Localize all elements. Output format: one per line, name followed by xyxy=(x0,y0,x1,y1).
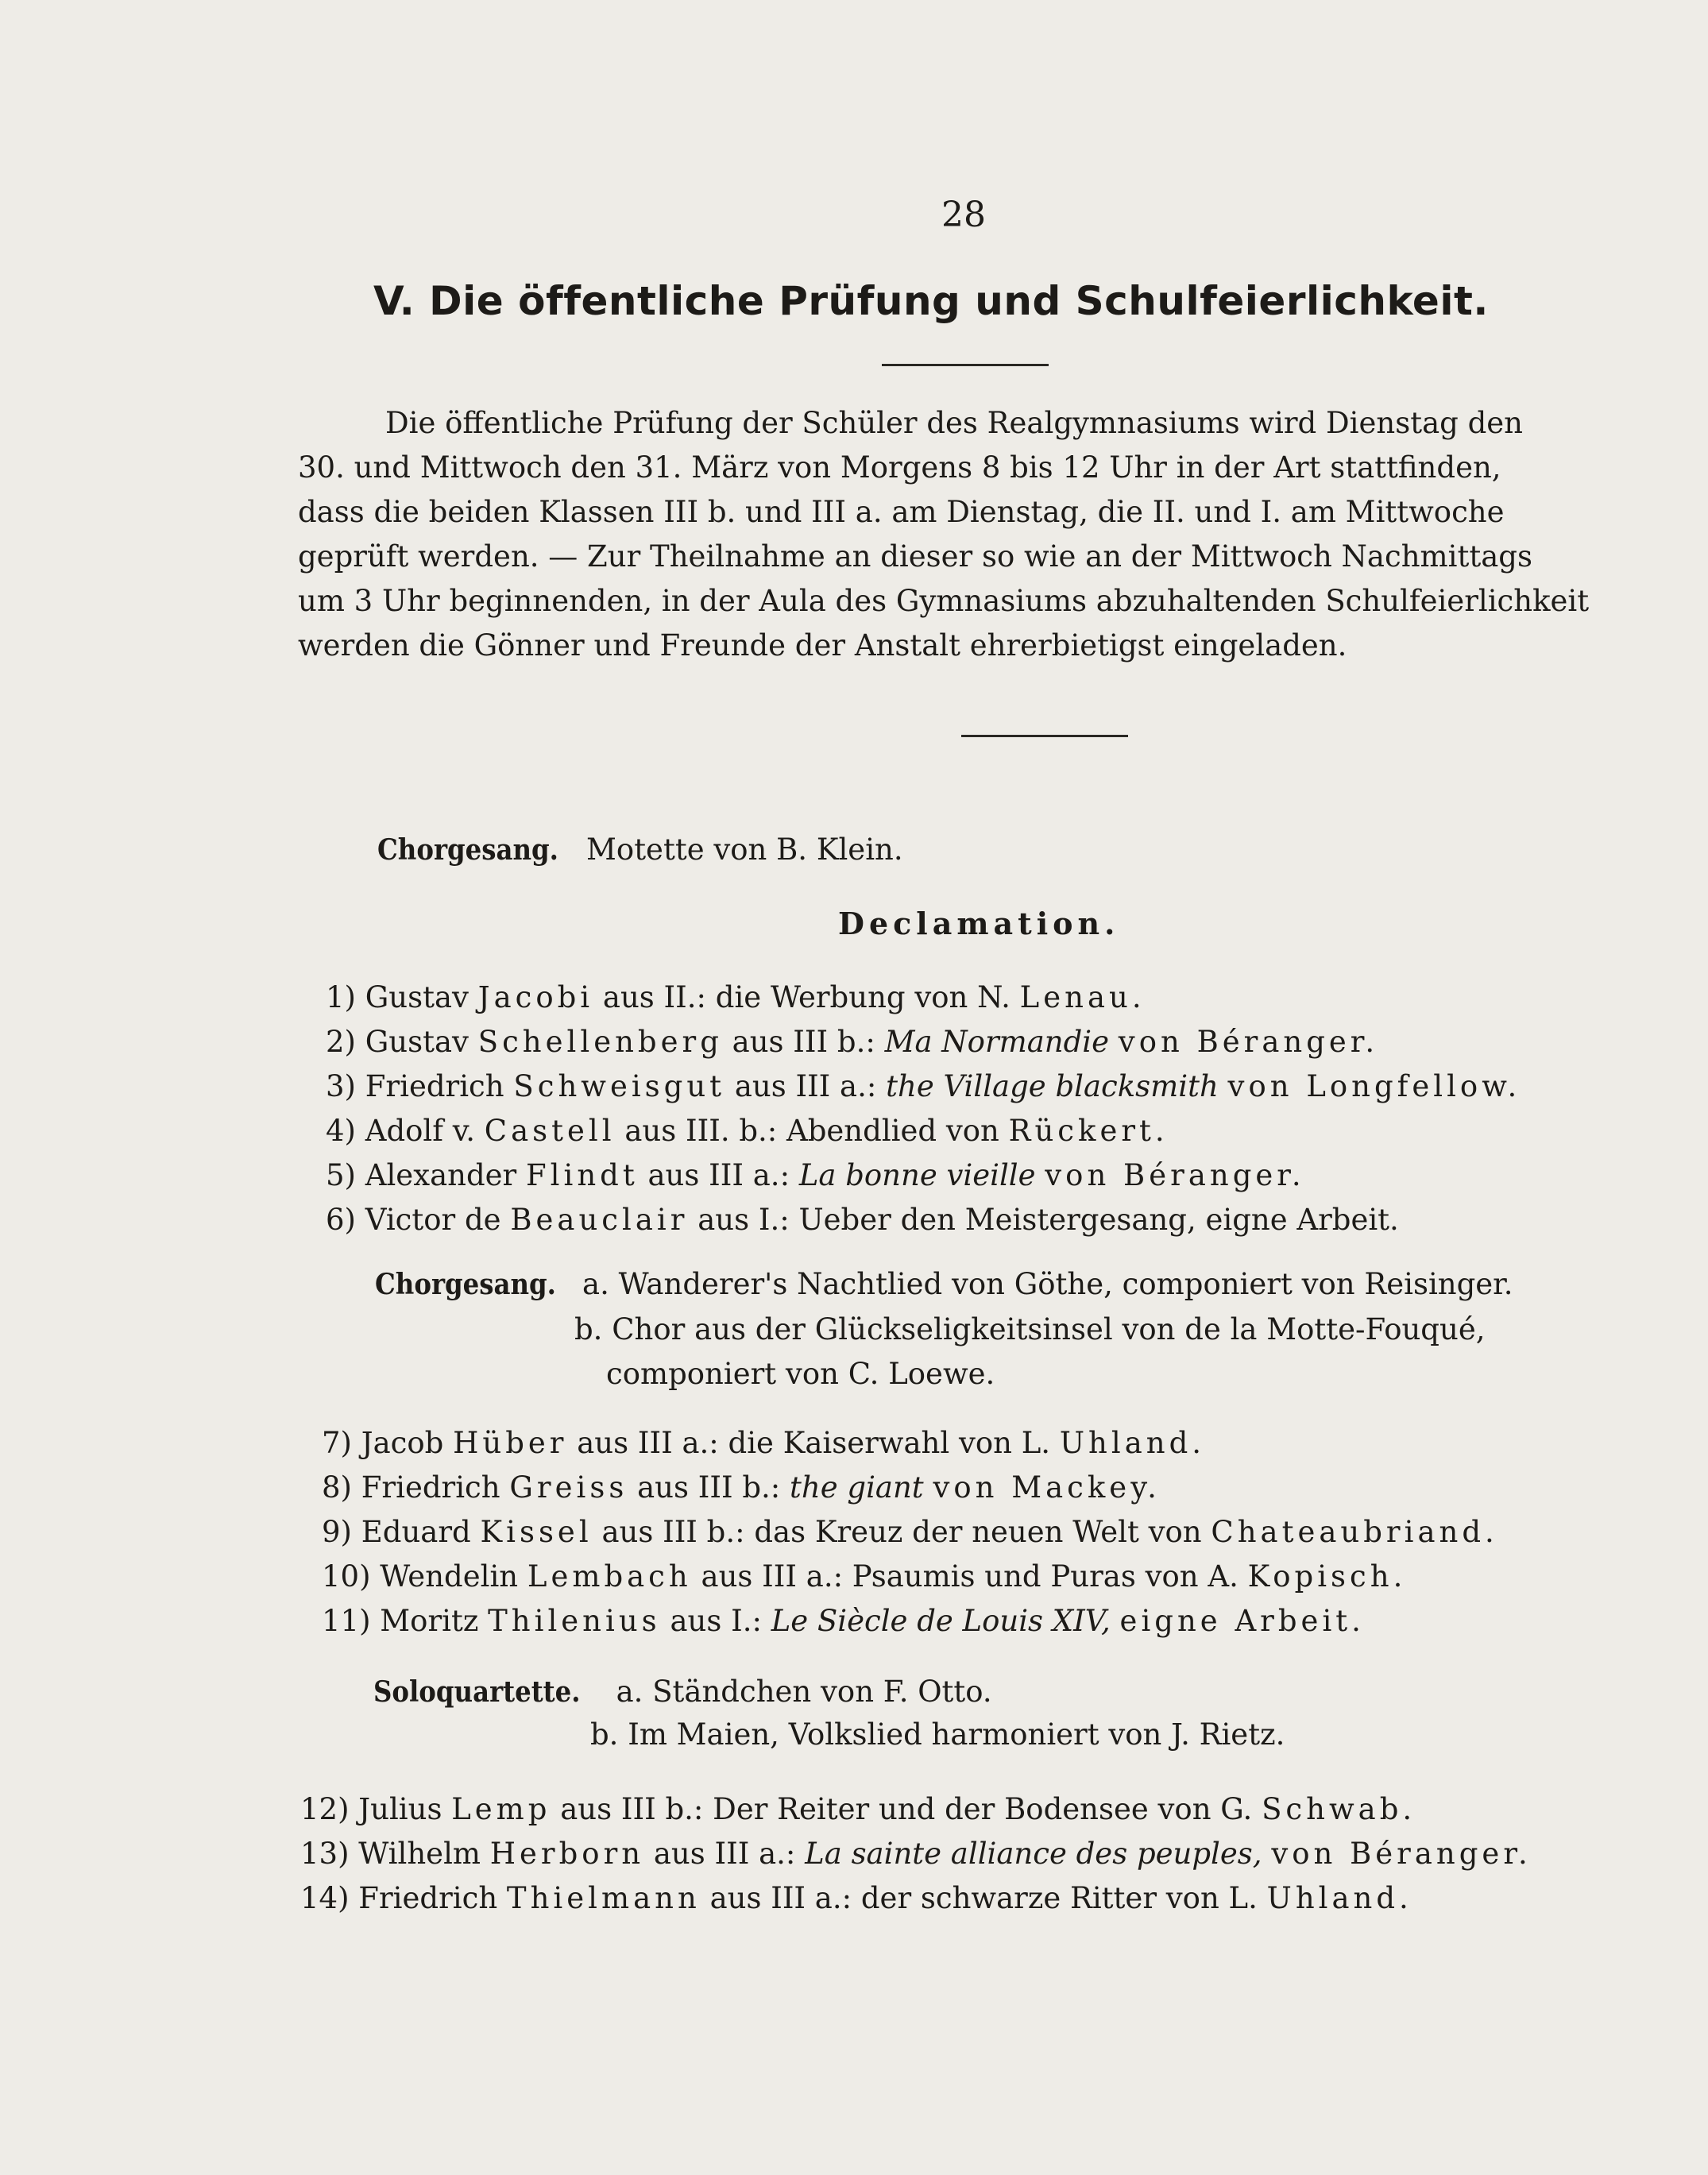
author-name: Lenau. xyxy=(1019,980,1146,1014)
performer-surname: Thielmann xyxy=(506,1881,701,1915)
work-title: La bonne vieille xyxy=(798,1158,1036,1192)
chorgesang-1 xyxy=(377,833,903,867)
item-number: 13) xyxy=(300,1837,350,1871)
performer-first-name: Moritz xyxy=(380,1604,479,1638)
declamation-item xyxy=(322,1470,1161,1505)
divider-top xyxy=(882,364,1049,366)
item-text: aus III a.: xyxy=(647,1158,790,1192)
performer-first-name: Wilhelm xyxy=(358,1837,481,1871)
declamation-item xyxy=(300,1881,1412,1915)
declamation-item xyxy=(326,1069,1521,1103)
work-title: Ma Normandie xyxy=(884,1025,1110,1059)
item-text: aus III a.: Psaumis und Puras von A. xyxy=(701,1559,1238,1594)
performer-surname: Beauclair xyxy=(510,1203,689,1237)
item-text: aus III a.: xyxy=(734,1069,877,1103)
performer-first-name: Eduard xyxy=(361,1515,471,1549)
performer-surname: Lemp xyxy=(451,1792,551,1826)
item-text: aus III a.: der schwarze Ritter von L. xyxy=(709,1881,1258,1915)
declamation-item xyxy=(322,1515,1498,1549)
item-number: 14) xyxy=(300,1881,350,1915)
item-text: aus III a.: xyxy=(653,1837,796,1871)
item-number: 1) xyxy=(326,980,356,1014)
chorgesang-line-a: a. Wanderer's Nachtlied von Göthe, componiert von Reisinger. xyxy=(582,1267,1513,1301)
performer-surname: Schweisgut xyxy=(513,1069,726,1103)
performer-first-name: Gustav xyxy=(365,980,469,1014)
item-number: 10) xyxy=(322,1559,371,1594)
performer-first-name: Friedrich xyxy=(361,1470,500,1505)
item-text: aus II.: die Werbung von N. xyxy=(602,980,1011,1014)
author-name: eigne Arbeit. xyxy=(1119,1604,1365,1638)
author-name: von Longfellow. xyxy=(1227,1069,1521,1103)
author-name: Chateaubriand. xyxy=(1211,1515,1498,1549)
author-name: Uhland. xyxy=(1059,1426,1206,1460)
performer-first-name: Julius xyxy=(358,1792,442,1826)
performer-surname: Greiss xyxy=(509,1470,628,1505)
author-name: Kopisch. xyxy=(1247,1559,1407,1594)
declamation-item xyxy=(326,980,1146,1014)
performer-first-name: Alexander xyxy=(365,1158,517,1192)
item-number: 6) xyxy=(326,1203,356,1237)
item-number: 3) xyxy=(326,1069,356,1103)
intro-line: werden die Gönner und Freunde der Anstalt ehrerbietigst eingeladen. xyxy=(298,628,1347,663)
item-number: 9) xyxy=(322,1515,352,1549)
author-name: von Béranger. xyxy=(1271,1837,1532,1871)
item-text: aus III b.: xyxy=(637,1470,781,1505)
item-text: aus III a.: die Kaiserwahl von L. xyxy=(577,1426,1051,1460)
author-name: Uhland. xyxy=(1266,1881,1412,1915)
item-text: aus III. b.: Abendlied von xyxy=(624,1114,999,1148)
chorgesang-line-b: b. Chor aus der Glückseligkeitsinsel von de la Motte-Fouqué, xyxy=(574,1312,1486,1346)
work-title: the giant xyxy=(790,1470,924,1505)
item-number: 12) xyxy=(300,1792,350,1826)
work-title: the Village blacksmith xyxy=(886,1069,1219,1103)
work-title: La sainte alliance des peuples, xyxy=(805,1837,1262,1871)
item-text: aus III b.: das Kreuz der neuen Welt von xyxy=(601,1515,1202,1549)
performer-surname: Jacobi xyxy=(477,980,594,1014)
item-number: 4) xyxy=(326,1114,356,1148)
soloquartette xyxy=(373,1675,992,1709)
declamation-item xyxy=(300,1837,1532,1871)
soloquartette-line-b: b. Im Maien, Volkslied harmoniert von J. Rietz. xyxy=(590,1717,1285,1752)
declamation-item xyxy=(300,1792,1416,1826)
intro-line: Die öffentliche Prüfung der Schüler des Realgymnasiums wird Dienstag den xyxy=(385,406,1523,440)
performer-first-name: Wendelin xyxy=(380,1559,519,1594)
intro-paragraph xyxy=(298,401,1640,668)
performer-first-name: Victor de xyxy=(365,1203,501,1237)
item-number: 11) xyxy=(322,1604,371,1638)
item-text: aus I.: xyxy=(670,1604,762,1638)
chorgesang-label: Chorgesang. xyxy=(375,1268,556,1301)
item-text: aus I.: Ueber den Meistergesang, eigne Arbeit. xyxy=(697,1203,1399,1237)
item-number: 5) xyxy=(326,1158,356,1192)
soloquartette-line-a: a. Ständchen von F. Otto. xyxy=(616,1675,992,1709)
performer-first-name: Friedrich xyxy=(358,1881,498,1915)
divider-middle xyxy=(961,735,1128,737)
declamation-item xyxy=(322,1604,1365,1638)
performer-first-name: Adolf v. xyxy=(365,1114,475,1148)
performer-surname: Kissel xyxy=(480,1515,593,1549)
page-title: V. Die öffentliche Prüfung und Schulfeierlichkeit. xyxy=(373,278,1489,324)
performer-surname: Thilenius xyxy=(488,1604,661,1638)
item-number: 8) xyxy=(322,1470,352,1505)
declamation-item xyxy=(326,1025,1378,1059)
author-name: Schwab. xyxy=(1262,1792,1416,1826)
author-name: Rückert. xyxy=(1008,1114,1169,1148)
intro-line: 30. und Mittwoch den 31. März von Morgens 8 bis 12 Uhr in der Art stattfinden, xyxy=(298,450,1501,485)
performer-first-name: Gustav xyxy=(365,1025,469,1059)
performer-surname: Castell xyxy=(484,1114,616,1148)
performer-surname: Hüber xyxy=(453,1426,568,1460)
intro-line: geprüft werden. — Zur Theilnahme an dieser so wie an der Mittwoch Nachmittags xyxy=(298,539,1532,574)
work-title: Le Siècle de Louis XIV, xyxy=(771,1604,1111,1638)
declamation-item xyxy=(322,1426,1205,1460)
declamation-item xyxy=(326,1203,1399,1237)
author-name: von Mackey. xyxy=(933,1470,1161,1505)
item-text: aus III b.: xyxy=(732,1025,875,1059)
author-name: von Béranger. xyxy=(1045,1158,1305,1192)
item-number: 2) xyxy=(326,1025,356,1059)
chorgesang-text: Motette von B. Klein. xyxy=(586,833,903,867)
intro-line: um 3 Uhr beginnenden, in der Aula des Gymnasiums abzuhaltenden Schulfeierlichkeit xyxy=(298,584,1590,618)
performer-surname: Schellenberg xyxy=(477,1025,723,1059)
declamation-item xyxy=(326,1114,1169,1148)
section-heading-declamation: Declamation. xyxy=(838,906,1120,941)
page-number: 28 xyxy=(941,195,986,235)
performer-first-name: Friedrich xyxy=(365,1069,504,1103)
intro-line: dass die beiden Klassen III b. und III a. am Dienstag, die II. und I. am Mittwoche xyxy=(298,495,1505,529)
performer-first-name: Jacob xyxy=(361,1426,444,1460)
item-number: 7) xyxy=(322,1426,352,1460)
performer-surname: Flindt xyxy=(526,1158,639,1192)
item-text: aus III b.: Der Reiter und der Bodensee von G. xyxy=(560,1792,1253,1826)
performer-surname: Lembach xyxy=(527,1559,692,1594)
author-name: von Béranger. xyxy=(1118,1025,1379,1059)
chorgesang-2 xyxy=(375,1267,1513,1301)
chorgesang-line-c: componiert von C. Loewe. xyxy=(606,1357,995,1391)
soloquartette-label: Soloquartette. xyxy=(373,1675,581,1709)
declamation-item xyxy=(326,1158,1305,1192)
performer-surname: Herborn xyxy=(489,1837,645,1871)
declamation-item xyxy=(322,1559,1406,1594)
chorgesang-label: Chorgesang. xyxy=(377,833,558,867)
